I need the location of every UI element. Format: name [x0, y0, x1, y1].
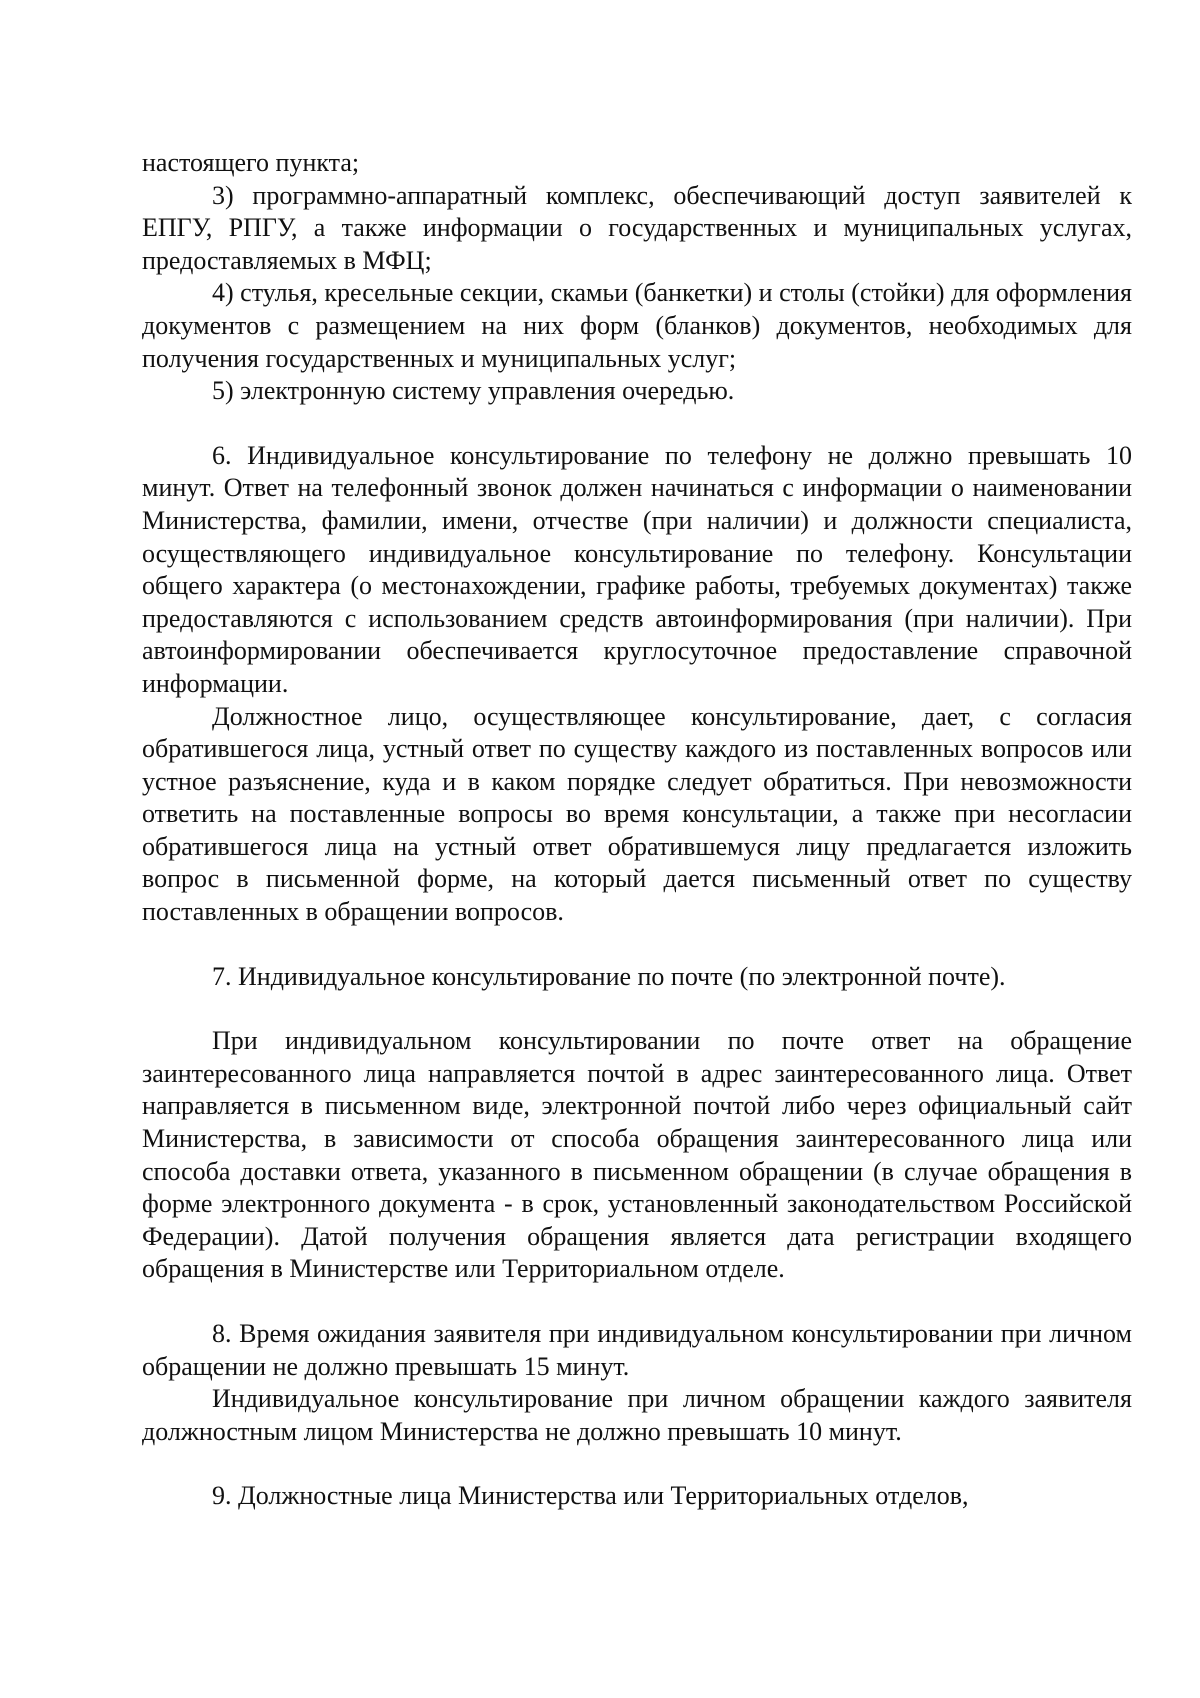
- paragraph-section-8: 8. Время ожидания заявителя при индивидуальном консультировании при личном обращении не должно превышать 15 минут.: [142, 1319, 1132, 1381]
- paragraph-section-7-body: При индивидуальном консультировании по почте ответ на обращение заинтересованного лица направляется почтой в адрес заинтересованного лица. Ответ направляется в письменном виде, электронной почтой либо через официальный сайт Министерства, в зависимости от способа обращения заинтересованного лица или способа доставки ответа, указанного в письменном обращении (в случае обращения в форме электронного документа - в срок, установленный законодательством Российской Федерации). Датой получения обращения является дата регистрации входящего обращения в Министерстве или Территориальном отделе.: [142, 1026, 1132, 1284]
- paragraph-section-8-continued: Индивидуальное консультирование при личном обращении каждого заявителя должностным лицом Министерства не должно превышать 10 минут.: [142, 1384, 1132, 1446]
- paragraph-item-4: 4) стулья, кресельные секции, скамьи (банкетки) и столы (стойки) для оформления документов с размещением на них форм (бланков) документов, необходимых для получения государственных и муниципальных услуг;: [142, 278, 1132, 373]
- paragraph-item-end: настоящего пункта;: [142, 148, 360, 177]
- paragraph-section-6: 6. Индивидуальное консультирование по телефону не должно превышать 10 минут. Ответ на телефонный звонок должен начинаться с информации о наименовании Министерства, фамилии, имени, отчестве (при наличии) и должности специалиста, осуществляющего индивидуальное консультирование по телефону. Консультации общего характера (о местонахождении, графике работы, требуемых документах) также предоставляются с использованием средств автоинформирования (при наличии). При автоинформировании обеспечивается круглосуточное предоставление справочной информации.: [142, 440, 1132, 698]
- paragraph-item-3: 3) программно-аппаратный комплекс, обеспечивающий доступ заявителей к ЕПГУ, РПГУ, а также информации о государственных и муниципальных услугах, предоставляемых в МФЦ;: [142, 180, 1132, 275]
- paragraph-section-9: 9. Должностные лица Министерства или Территориальных отделов,: [212, 1481, 969, 1511]
- paragraph-item-5: 5) электронную систему управления очередью.: [212, 376, 735, 406]
- paragraph-section-7-heading: 7. Индивидуальное консультирование по почте (по электронной почте).: [212, 961, 1006, 991]
- document-body: [142, 147, 1132, 1513]
- paragraph-section-6-continued: Должностное лицо, осуществляющее консультирование, дает, с согласия обратившегося лица, устный ответ по существу каждого из поставленных вопросов или устное разъяснение, куда и в каком порядке следует обратиться. При невозможности ответить на поставленные вопросы во время консультации, а также при несогласии обратившегося лица на устный ответ обратившемуся лицу предлагается изложить вопрос в письменной форме, на который дается письменный ответ по существу поставленных в обращении вопросов.: [142, 701, 1132, 927]
